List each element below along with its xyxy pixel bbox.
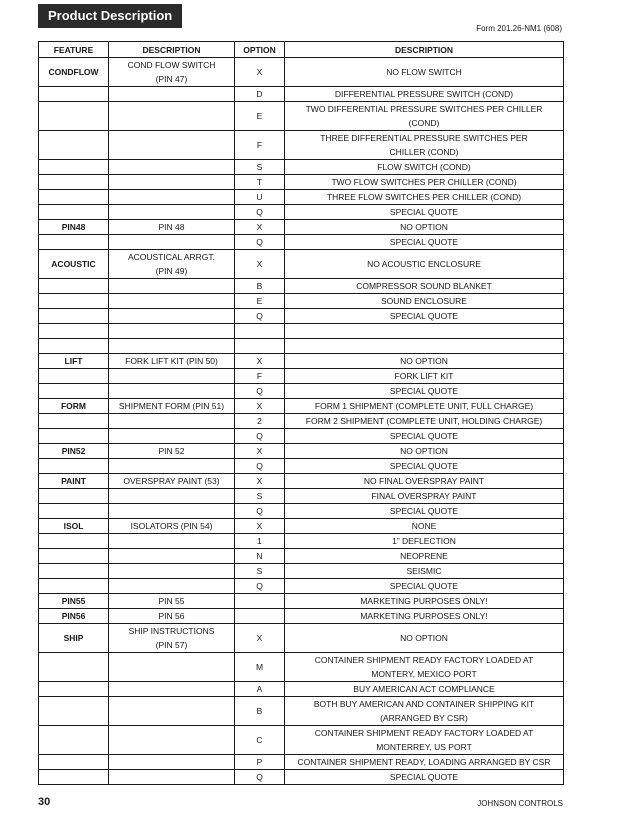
description-cell: [109, 131, 235, 160]
description-cell: [109, 770, 235, 785]
feature-cell: [39, 682, 109, 697]
description-cell: [109, 235, 235, 250]
description-cell: [109, 309, 235, 324]
feature-cell: LIFT: [39, 354, 109, 369]
option-description-cell: CONTAINER SHIPMENT READY FACTORY LOADED AT MONTERY, MEXICO PORT: [285, 653, 564, 682]
column-header-option: OPTION: [235, 42, 285, 58]
company-name: JOHNSON CONTROLS: [477, 799, 563, 808]
option-description-cell: FORM 2 SHIPMENT (COMPLETE UNIT, HOLDING CHARGE): [285, 414, 564, 429]
feature-cell: [39, 534, 109, 549]
table-row: [39, 414, 564, 429]
table-row: [39, 474, 564, 489]
option-cell: Q: [235, 235, 285, 250]
option-description-cell: CONTAINER SHIPMENT READY, LOADING ARRANGED BY CSR: [285, 755, 564, 770]
table-row: [39, 770, 564, 785]
table-row: [39, 250, 564, 279]
option-description-cell: NO ACOUSTIC ENCLOSURE: [285, 250, 564, 279]
option-cell: B: [235, 279, 285, 294]
table-row: [39, 489, 564, 504]
table-row: [39, 444, 564, 459]
option-description-cell: 1” DEFLECTION: [285, 534, 564, 549]
feature-cell: [39, 653, 109, 682]
feature-cell: [39, 309, 109, 324]
description-cell: [109, 549, 235, 564]
feature-cell: [39, 235, 109, 250]
feature-cell: PIN52: [39, 444, 109, 459]
description-cell: [109, 324, 235, 339]
column-header-option-description: DESCRIPTION: [285, 42, 564, 58]
option-description-cell: SPECIAL QUOTE: [285, 770, 564, 785]
description-cell: [109, 279, 235, 294]
option-description-cell: FORM 1 SHIPMENT (COMPLETE UNIT, FULL CHARGE): [285, 399, 564, 414]
feature-cell: [39, 87, 109, 102]
description-cell: [109, 102, 235, 131]
option-description-cell: SPECIAL QUOTE: [285, 504, 564, 519]
option-cell: A: [235, 682, 285, 697]
description-cell: OVERSPRAY PAINT (53): [109, 474, 235, 489]
table-row: [39, 579, 564, 594]
description-cell: [109, 190, 235, 205]
description-cell: [109, 489, 235, 504]
feature-cell: PIN56: [39, 609, 109, 624]
description-cell: [109, 160, 235, 175]
description-cell: [109, 339, 235, 354]
option-description-cell: TWO DIFFERENTIAL PRESSURE SWITCHES PER CHILLER (COND): [285, 102, 564, 131]
feature-cell: FORM: [39, 399, 109, 414]
option-description-cell: NO OPTION: [285, 444, 564, 459]
table-row: [39, 653, 564, 682]
table-row: [39, 87, 564, 102]
table-row: [39, 682, 564, 697]
feature-cell: PIN55: [39, 594, 109, 609]
table-row: [39, 534, 564, 549]
table-row: [39, 609, 564, 624]
option-cell: X: [235, 444, 285, 459]
feature-cell: [39, 294, 109, 309]
option-cell: M: [235, 653, 285, 682]
option-description-cell: MARKETING PURPOSES ONLY!: [285, 609, 564, 624]
option-cell: S: [235, 489, 285, 504]
option-cell: D: [235, 87, 285, 102]
table-row: [39, 339, 564, 354]
feature-cell: CONDFLOW: [39, 58, 109, 87]
option-description-cell: BOTH BUY AMERICAN AND CONTAINER SHIPPING KIT (ARRANGED BY CSR): [285, 697, 564, 726]
description-cell: [109, 459, 235, 474]
description-cell: [109, 175, 235, 190]
option-cell: [235, 324, 285, 339]
option-cell: E: [235, 294, 285, 309]
option-description-cell: NO OPTION: [285, 354, 564, 369]
table-row: [39, 549, 564, 564]
feature-cell: [39, 102, 109, 131]
feature-cell: [39, 564, 109, 579]
option-description-cell: NO FLOW SWITCH: [285, 58, 564, 87]
feature-cell: [39, 324, 109, 339]
table-row: [39, 294, 564, 309]
feature-cell: [39, 279, 109, 294]
option-description-cell: SPECIAL QUOTE: [285, 205, 564, 220]
section-tab-title: Product Description: [38, 4, 182, 28]
option-cell: 2: [235, 414, 285, 429]
description-cell: SHIP INSTRUCTIONS (PIN 57): [109, 624, 235, 653]
description-cell: [109, 579, 235, 594]
feature-cell: [39, 414, 109, 429]
option-description-cell: SPECIAL QUOTE: [285, 429, 564, 444]
table-row: [39, 726, 564, 755]
table-row: [39, 399, 564, 414]
description-cell: COND FLOW SWITCH (PIN 47): [109, 58, 235, 87]
feature-cell: [39, 549, 109, 564]
feature-cell: [39, 429, 109, 444]
option-cell: Q: [235, 384, 285, 399]
table-row: [39, 131, 564, 160]
description-cell: [109, 682, 235, 697]
option-description-cell: NONE: [285, 519, 564, 534]
option-cell: X: [235, 474, 285, 489]
feature-cell: PIN48: [39, 220, 109, 235]
description-cell: [109, 294, 235, 309]
option-cell: X: [235, 399, 285, 414]
option-cell: X: [235, 354, 285, 369]
table-row: [39, 564, 564, 579]
option-description-cell: FLOW SWITCH (COND): [285, 160, 564, 175]
option-cell: C: [235, 726, 285, 755]
option-description-cell: SPECIAL QUOTE: [285, 384, 564, 399]
option-description-cell: FINAL OVERSPRAY PAINT: [285, 489, 564, 504]
table-row: [39, 429, 564, 444]
option-description-cell: [285, 339, 564, 354]
option-description-cell: TWO FLOW SWITCHES PER CHILLER (COND): [285, 175, 564, 190]
table-row: [39, 58, 564, 87]
description-cell: [109, 564, 235, 579]
feature-cell: [39, 384, 109, 399]
option-description-cell: SPECIAL QUOTE: [285, 579, 564, 594]
table-row: [39, 309, 564, 324]
option-cell: S: [235, 160, 285, 175]
table-row: [39, 190, 564, 205]
table-row: [39, 594, 564, 609]
description-cell: [109, 534, 235, 549]
option-cell: Q: [235, 429, 285, 444]
option-cell: Q: [235, 504, 285, 519]
feature-cell: SHIP: [39, 624, 109, 653]
description-cell: FORK LIFT KIT (PIN 50): [109, 354, 235, 369]
feature-cell: [39, 726, 109, 755]
table-row: [39, 384, 564, 399]
feature-cell: [39, 755, 109, 770]
table-row: [39, 755, 564, 770]
description-cell: SHIPMENT FORM (PIN 51): [109, 399, 235, 414]
table-row: [39, 519, 564, 534]
feature-cell: ACOUSTIC: [39, 250, 109, 279]
option-cell: Q: [235, 459, 285, 474]
option-cell: X: [235, 58, 285, 87]
options-table: [38, 41, 564, 785]
page-number: 30: [38, 796, 51, 808]
option-description-cell: SEISMIC: [285, 564, 564, 579]
feature-cell: [39, 459, 109, 474]
description-cell: PIN 56: [109, 609, 235, 624]
description-cell: [109, 429, 235, 444]
table-row: [39, 279, 564, 294]
option-cell: [235, 594, 285, 609]
description-cell: [109, 653, 235, 682]
option-description-cell: SPECIAL QUOTE: [285, 235, 564, 250]
option-description-cell: THREE DIFFERENTIAL PRESSURE SWITCHES PER CHILLER (COND): [285, 131, 564, 160]
table-row: [39, 369, 564, 384]
option-cell: [235, 609, 285, 624]
description-cell: [109, 384, 235, 399]
option-description-cell: DIFFERENTIAL PRESSURE SWITCH (COND): [285, 87, 564, 102]
option-cell: Q: [235, 309, 285, 324]
table-body: [39, 58, 564, 785]
form-number: Form 201.26-NM1 (608): [476, 24, 562, 33]
table-row: [39, 205, 564, 220]
option-cell: E: [235, 102, 285, 131]
table-header-row: [39, 42, 564, 58]
table-row: [39, 697, 564, 726]
description-cell: [109, 205, 235, 220]
feature-cell: [39, 489, 109, 504]
option-description-cell: NO OPTION: [285, 220, 564, 235]
option-cell: N: [235, 549, 285, 564]
option-description-cell: COMPRESSOR SOUND BLANKET: [285, 279, 564, 294]
option-cell: 1: [235, 534, 285, 549]
feature-cell: [39, 190, 109, 205]
option-description-cell: THREE FLOW SWITCHES PER CHILLER (COND): [285, 190, 564, 205]
feature-cell: PAINT: [39, 474, 109, 489]
option-description-cell: SOUND ENCLOSURE: [285, 294, 564, 309]
description-cell: [109, 726, 235, 755]
description-cell: ACOUSTICAL ARRGT. (PIN 49): [109, 250, 235, 279]
option-description-cell: MARKETING PURPOSES ONLY!: [285, 594, 564, 609]
option-description-cell: NEOPRENE: [285, 549, 564, 564]
description-cell: ISOLATORS (PIN 54): [109, 519, 235, 534]
option-cell: Q: [235, 579, 285, 594]
table-row: [39, 504, 564, 519]
option-description-cell: FORK LIFT KIT: [285, 369, 564, 384]
option-cell: F: [235, 369, 285, 384]
description-cell: [109, 369, 235, 384]
table-row: [39, 324, 564, 339]
option-cell: X: [235, 519, 285, 534]
description-cell: PIN 55: [109, 594, 235, 609]
option-cell: F: [235, 131, 285, 160]
feature-cell: ISOL: [39, 519, 109, 534]
feature-cell: [39, 504, 109, 519]
option-description-cell: NO FINAL OVERSPRAY PAINT: [285, 474, 564, 489]
option-cell: Q: [235, 770, 285, 785]
feature-cell: [39, 369, 109, 384]
column-header-feature: FEATURE: [39, 42, 109, 58]
table-row: [39, 235, 564, 250]
option-cell: X: [235, 220, 285, 235]
table-row: [39, 175, 564, 190]
option-description-cell: CONTAINER SHIPMENT READY FACTORY LOADED AT MONTERREY, US PORT: [285, 726, 564, 755]
feature-cell: [39, 175, 109, 190]
table-row: [39, 459, 564, 474]
description-cell: [109, 755, 235, 770]
option-cell: Q: [235, 205, 285, 220]
feature-cell: [39, 160, 109, 175]
option-description-cell: [285, 324, 564, 339]
table-row: [39, 624, 564, 653]
description-cell: [109, 504, 235, 519]
feature-cell: [39, 339, 109, 354]
option-cell: U: [235, 190, 285, 205]
description-cell: PIN 48: [109, 220, 235, 235]
description-cell: [109, 697, 235, 726]
option-cell: X: [235, 624, 285, 653]
column-header-description: DESCRIPTION: [109, 42, 235, 58]
description-cell: [109, 414, 235, 429]
table-row: [39, 220, 564, 235]
feature-cell: [39, 205, 109, 220]
description-cell: [109, 87, 235, 102]
option-description-cell: BUY AMERICAN ACT COMPLIANCE: [285, 682, 564, 697]
feature-cell: [39, 131, 109, 160]
option-cell: S: [235, 564, 285, 579]
option-cell: P: [235, 755, 285, 770]
option-cell: T: [235, 175, 285, 190]
table-row: [39, 160, 564, 175]
feature-cell: [39, 579, 109, 594]
description-cell: PIN 52: [109, 444, 235, 459]
option-description-cell: SPECIAL QUOTE: [285, 309, 564, 324]
option-description-cell: SPECIAL QUOTE: [285, 459, 564, 474]
option-cell: [235, 339, 285, 354]
feature-cell: [39, 697, 109, 726]
feature-cell: [39, 770, 109, 785]
table-row: [39, 354, 564, 369]
option-cell: B: [235, 697, 285, 726]
table-row: [39, 102, 564, 131]
option-description-cell: NO OPTION: [285, 624, 564, 653]
option-cell: X: [235, 250, 285, 279]
